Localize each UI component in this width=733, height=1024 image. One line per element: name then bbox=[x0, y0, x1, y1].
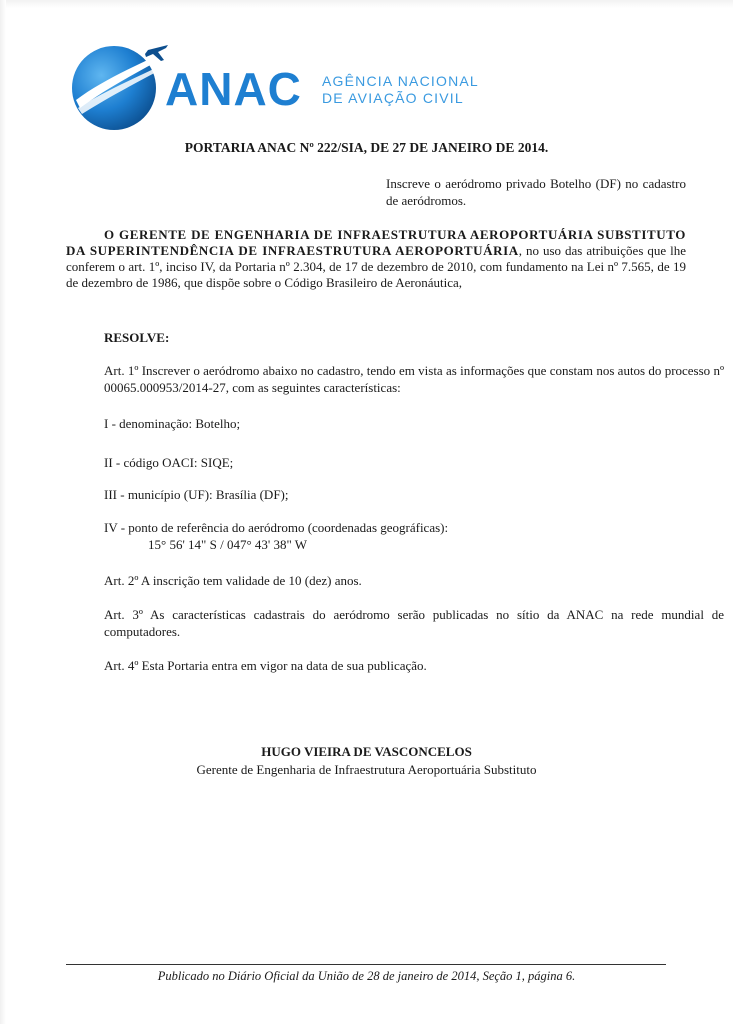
page-edge-shadow-top bbox=[0, 0, 733, 8]
logo-wordmark: ANAC bbox=[165, 63, 302, 115]
item-i: I - denominação: Botelho; bbox=[104, 416, 241, 431]
logo-subtitle-line1: AGÊNCIA NACIONAL bbox=[322, 73, 479, 89]
logo-subtitle bbox=[322, 73, 479, 107]
article-1: Art. 1º Inscrever o aeródromo abaixo no cadastro, tendo em vista as informações que constam nos autos do processo nº 00065.000953/2014-27, com as seguintes características: bbox=[104, 363, 724, 395]
item-iv-coordinates: 15° 56' 14" S / 047° 43' 38" W bbox=[148, 537, 308, 552]
resolve-heading: RESOLVE: bbox=[104, 330, 170, 345]
preamble-authority: O GERENTE DE ENGENHARIA DE INFRAESTRUTURA AEROPORTUÁRIA SUBSTITUTO DA SUPERINTENDÊNCIA DE INFRAESTRUTURA AEROPORTUÁRIA bbox=[66, 227, 686, 258]
article-2: Art. 2º A inscrição tem validade de 10 (dez) anos. bbox=[104, 573, 362, 588]
article-4: Art. 4º Esta Portaria entra em vigor na data de sua publicação. bbox=[104, 658, 427, 673]
signature-role: Gerente de Engenharia de Infraestrutura Aeroportuária Substituto bbox=[196, 762, 537, 777]
preamble-text: , no uso das atribuições que lhe conferem o art. 1º, inciso IV, da Portaria nº 2.304, de 17 de dezembro de 2010, com fundamento na Lei nº 7.565, de 19 de dezembro de 1986, que dispõe sobre o Código Brasileiro de Aeronáutica, bbox=[66, 243, 686, 290]
item-iv: IV - ponto de referência do aeródromo (coordenadas geográficas): bbox=[104, 520, 449, 535]
logo-subtitle-line2: DE AVIAÇÃO CIVIL bbox=[322, 90, 464, 106]
item-ii: II - código OACI: SIQE; bbox=[104, 455, 234, 470]
publication-footer: Publicado no Diário Oficial da União de 28 de janeiro de 2014, Seção 1, página 6. bbox=[157, 969, 576, 983]
preamble bbox=[66, 227, 686, 291]
item-iii: III - município (UF): Brasília (DF); bbox=[104, 487, 289, 502]
preamble-indent bbox=[66, 227, 104, 242]
ementa: Inscreve o aeródromo privado Botelho (DF) no cadastro de aeródromos. bbox=[386, 176, 686, 208]
document-title: PORTARIA ANAC Nº 222/SIA, DE 27 DE JANEIRO DE 2014. bbox=[184, 140, 549, 155]
globe-airplane-icon bbox=[70, 38, 170, 134]
article-3: Art. 3º As características cadastrais do aeródromo serão publicadas no sítio da ANAC na rede mundial de computadores. bbox=[104, 607, 724, 639]
footer-divider bbox=[66, 964, 666, 965]
signature-name: HUGO VIEIRA DE VASCONCELOS bbox=[261, 744, 472, 759]
anac-logo bbox=[70, 38, 500, 134]
